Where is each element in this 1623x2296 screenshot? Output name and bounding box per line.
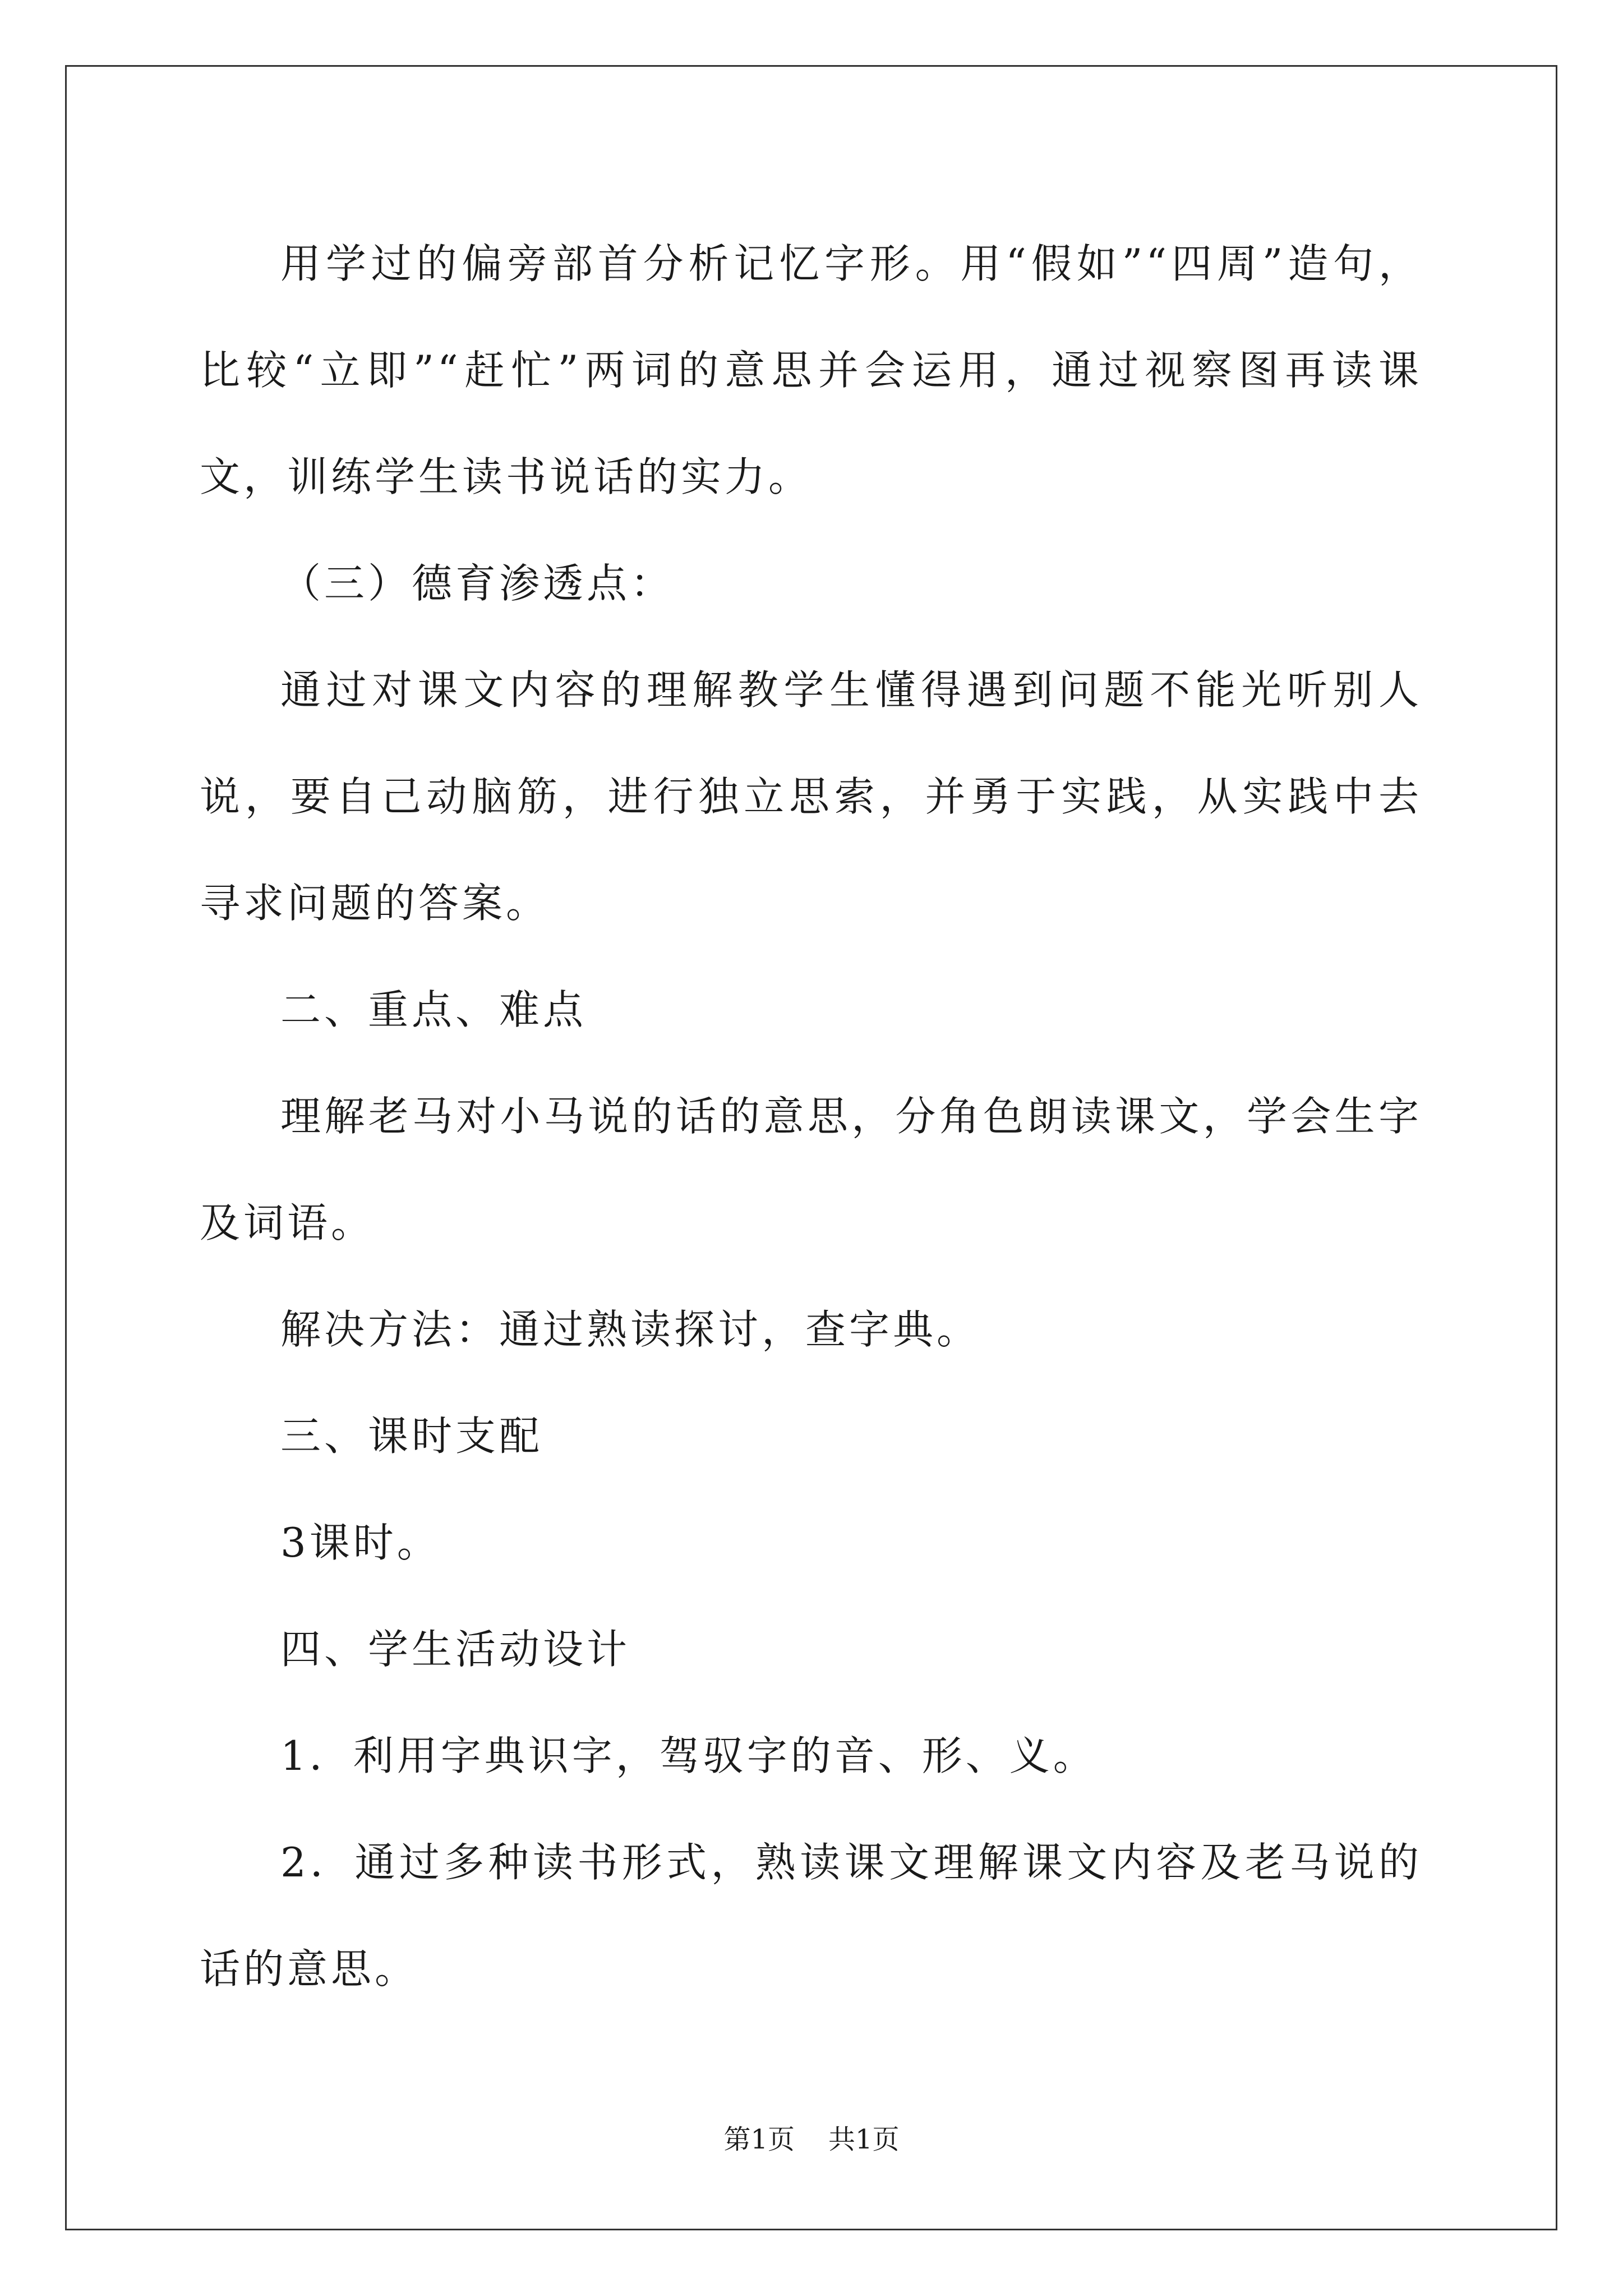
page-footer [0, 2118, 1623, 2156]
heading-moral-education: （三）德育渗透点： [280, 560, 675, 607]
heading-student-activities: 四、学生活动设计 [280, 1626, 631, 1673]
document-body [200, 210, 1422, 2022]
page-number-total: 共1页 [828, 2124, 900, 2155]
paragraph-key-points: 理解老马对小马说的话的意思，分角色朗读课文，学会生字及词语。 [200, 1093, 1422, 1246]
list-item-activity-1: 1．利用字典识字，驾驭字的音、形、义。 [280, 1732, 1097, 1779]
page-number-current: 第1页 [723, 2124, 795, 2155]
paragraph-moral-education: 通过对课文内容的理解教学生懂得遇到问题不能光听别人说，要自己动脑筋，进行独立思索，并勇于实践，从实践中去寻求问题的答案。 [200, 666, 1422, 927]
paragraph-character-analysis: 用学过的偏旁部首分析记忆字形。用“假如”“四周”造句，比较“立即”“赶忙”两词的意思并会运用，通过视察图再读课文，训练学生读书说话的实力。 [200, 240, 1422, 500]
paragraph-solution-method: 解决方法：通过熟读探讨，查字典。 [280, 1306, 981, 1353]
heading-key-points: 二、重点、难点 [280, 986, 587, 1033]
paragraph-lesson-count: 3课时。 [280, 1519, 441, 1566]
heading-lesson-schedule: 三、课时支配 [280, 1412, 543, 1460]
list-item-activity-2: 2．通过多种读书形式，熟读课文理解课文内容及老马说的话的意思。 [200, 1839, 1422, 1993]
